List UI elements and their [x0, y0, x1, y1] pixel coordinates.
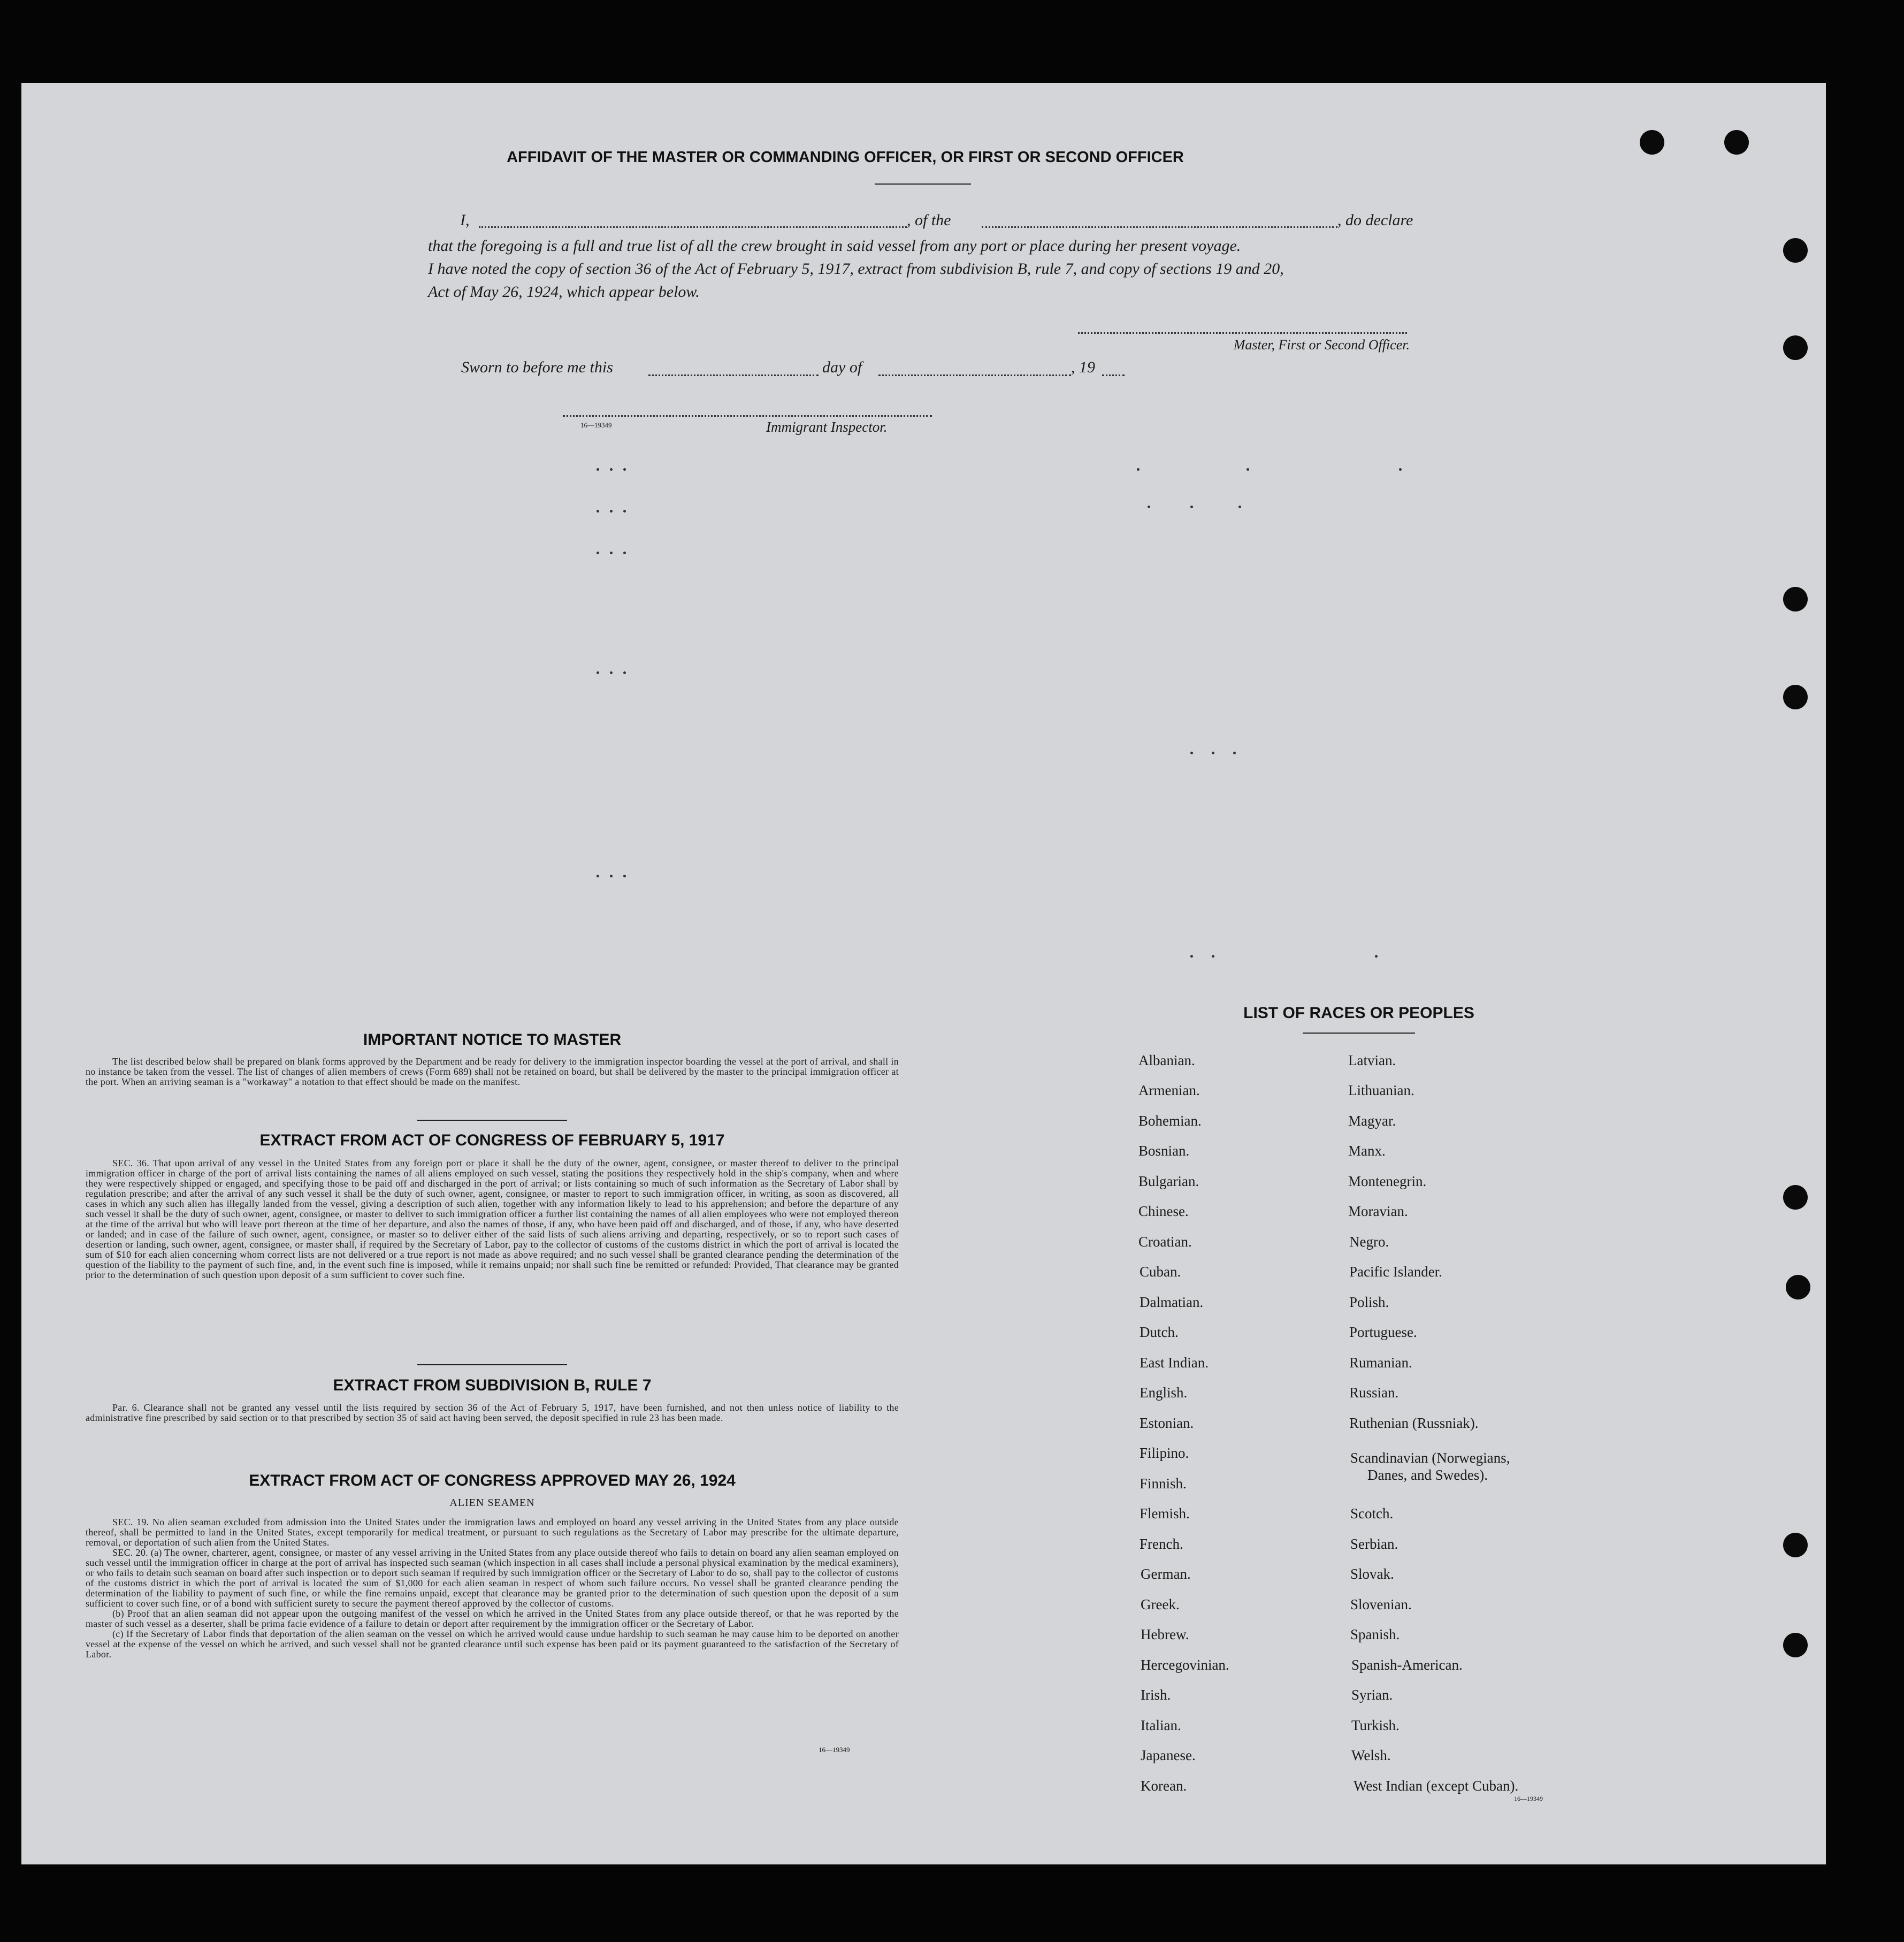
race-item: Welsh. — [1351, 1747, 1391, 1763]
race-item: Scandinavian (Norwegians, — [1350, 1450, 1510, 1466]
extract-1924-body — [86, 1517, 899, 1660]
race-item: Hebrew. — [1141, 1626, 1189, 1642]
section-20c: (c) If the Secretary of Labor finds that deportation of the alien seaman on the vessel on which he arrived would cause undue hardship to such seaman he may cause him to be deported on another vessel at the expense of the vessel on which he arrived, and such vessel shall not be granted clearance until such expense has been paid or its payment guaranteed to the satisfaction of the Secretary of Labor. — [86, 1628, 899, 1660]
vessel-name-field[interactable] — [982, 226, 1337, 228]
day-of-label: day of — [822, 358, 862, 376]
notice-body: The list described below shall be prepared on blank forms approved by the Department and be ready for delivery to the immigration inspector boarding the vessel at the port of arrival, and shall in no instance be taken from the vessel. The list of changes of alien members of crews (Form 689) shall not be retained on board, but shall be delivered by the master to the principal immigration officer at the port. When an arriving seaman is a "workaway" a notation to that effect should be made on the manifest. — [86, 1056, 899, 1087]
race-item: West Indian (except Cuban). — [1354, 1778, 1519, 1794]
section-19: SEC. 19. No alien seaman excluded from admission into the United States under the immigration laws and employed on board any vessel arriving in the United States from any place outside thereof, shall be permitted to land in the United States, except temporarily for medical treatment, or pursuant to such regulations as the Secretary of Labor may prescribe for the ultimate departure, removal, or deportation of such alien from the United States. — [86, 1517, 899, 1548]
affidavit-body — [428, 234, 1477, 303]
race-item: Finnish. — [1140, 1475, 1187, 1492]
race-item: Italian. — [1141, 1717, 1181, 1733]
affidavit-title: AFFIDAVIT OF THE MASTER OR COMMANDING OFFICER, OR FIRST OR SECOND OFFICER — [507, 149, 1184, 166]
section-20a: SEC. 20. (a) The owner, charterer, agent, consignee, or master of any vessel arriving in the United States from any place outside thereof who fails to detain on board any alien seaman employed on such vessel until the immigration officer in charge at the port of arrival has inspected such seaman (which inspection in all cases shall include a personal physical examination by the medical examiners), or who fails to detain such seaman on board after such inspection or to deport such seaman if required by such immigration officer or the Secretary of Labor to do so, shall pay to the collector of customs of the customs district in which the port of arrival is located the sum of $1,000 for each alien seaman in respect of whom such failure occurs. No vessel shall be granted clearance pending the determination of the liability to payment of such fine, or while the fine remains unpaid, except that clearance may be granted prior to the determination of such question upon the deposit of a sum sufficient to cover such fine, or of a bond with sufficient surety to secure the payment thereof approved by the collector of customs. — [86, 1547, 899, 1609]
race-item: Scotch. — [1350, 1505, 1394, 1522]
declarant-label: I, — [460, 211, 470, 229]
section-rule — [417, 1364, 567, 1365]
race-item: East Indian. — [1140, 1355, 1209, 1371]
race-item: Syrian. — [1351, 1687, 1393, 1703]
speck — [1137, 468, 1140, 471]
race-item: Lithuanian. — [1348, 1082, 1414, 1098]
speck — [1375, 955, 1378, 958]
race-item: Hercegovinian. — [1141, 1657, 1229, 1673]
race-item: Bohemian. — [1138, 1113, 1202, 1129]
speck — [1247, 468, 1249, 471]
race-item: Moravian. — [1348, 1203, 1408, 1219]
speck — [1190, 506, 1193, 508]
race-item-continuation: Danes, and Swedes). — [1367, 1467, 1488, 1483]
speck — [597, 468, 599, 471]
extract-1917-body: SEC. 36. That upon arrival of any vessel in the United States from any foreign port or place it shall be the duty of the owner, agent, consignee, or master thereof to deliver to the principal immigration officer in charge of the port of arrival lists containing the names of all aliens employed on such vessel, stating the positions they respectively hold in the ship's company, when and where they were respectively shipped or engaged, and specifying those to be paid off and discharged in the port of arrival; or lists containing so much of such information as the Secretary of Labor shall by regulation prescribe; and after the arrival of any such vessel it shall be the duty of such owner, agent, consignee, or master to report to such immigration officer, in writing, as soon as discovered, all cases in which any such alien has illegally landed from the vessel, giving a description of such alien, together with any information likely to lead to his apprehension; and before the departure of any such vessel it shall be the duty of such owner, agent, consignee, or master to deliver to such immigration officer a further list containing the names of all alien employees who were not employed thereon at the time of the arrival but who will leave port thereon at the time of her departure, and also the names of those, if any, who have been paid off and discharged, and of those, if any, who have deserted or landed; and in case of the failure of such owner, agent, consignee, or master so to deliver either of the said lists of such aliens arriving and departing, respectively, or so to report such cases of desertion or landing, such owner, agent, consignee, or master shall, if required by the Secretary of Labor, pay to the collector of customs of the customs district in which the port of arrival is located the sum of $10 for each alien concerning whom correct lists are not delivered or a true report is not made as above required; and no such vessel shall be granted clearance pending the determination of the question of the liability to the payment of such fine, and, in the event such fine is imposed, while it remains unpaid; nor shall such fine be remitted or refunded: Provided, That clearance may be granted prior to the determination of such question upon deposit of a sum sufficient to cover such fine. — [86, 1158, 899, 1280]
speck — [623, 510, 626, 513]
speck — [610, 671, 613, 674]
alien-seamen-subtitle: ALIEN SEAMEN — [449, 1497, 535, 1509]
declarant-name-field[interactable] — [479, 226, 907, 228]
speck — [597, 671, 599, 674]
race-item: Russian. — [1349, 1385, 1399, 1401]
punch-hole — [1783, 238, 1808, 263]
race-item: Rumanian. — [1349, 1355, 1412, 1371]
race-item: Dalmatian. — [1140, 1294, 1204, 1310]
race-item: Japanese. — [1141, 1747, 1196, 1763]
race-item: Pacific Islander. — [1349, 1264, 1442, 1280]
race-item: French. — [1140, 1536, 1183, 1552]
title-rule — [875, 184, 971, 185]
race-item: Spanish-American. — [1351, 1657, 1463, 1673]
punch-hole — [1724, 130, 1749, 155]
race-item: Slovenian. — [1350, 1596, 1412, 1612]
punch-hole — [1783, 1185, 1808, 1210]
sworn-date-field[interactable] — [648, 374, 819, 376]
speck — [597, 552, 599, 554]
punch-hole — [1783, 587, 1808, 611]
section-20b: (b) Proof that an alien seaman did not appear upon the outgoing manifest of the vessel on which he arrived in the United States from any place outside thereof, or that he was reported by the master of such vessel as a deserter, shall be prima facie evidence of a failure to detain or deport after requirement by the immigration officer or the Secretary of Labor. — [86, 1608, 899, 1629]
race-item: Ruthenian (Russniak). — [1349, 1415, 1479, 1431]
speck — [623, 552, 626, 554]
race-item: Cuban. — [1140, 1264, 1181, 1280]
race-item: Irish. — [1141, 1687, 1171, 1703]
speck — [1212, 955, 1214, 958]
race-item: Manx. — [1348, 1143, 1386, 1159]
race-item: Estonian. — [1140, 1415, 1194, 1431]
speck — [623, 671, 626, 674]
race-item: Magyar. — [1348, 1113, 1396, 1129]
form-page — [21, 83, 1826, 1864]
speck — [1233, 752, 1236, 754]
signature-label: Master, First or Second Officer. — [1233, 337, 1410, 353]
extract-1917-title: EXTRACT FROM ACT OF CONGRESS OF FEBRUARY 5, 1917 — [259, 1131, 725, 1149]
speck — [1212, 752, 1214, 754]
signature-field[interactable] — [1078, 332, 1407, 334]
race-item: Spanish. — [1350, 1626, 1400, 1642]
race-item: Albanian. — [1138, 1052, 1195, 1068]
year-label: , 19 — [1071, 358, 1095, 376]
section-rule — [417, 1120, 567, 1121]
punch-hole — [1786, 1275, 1810, 1299]
speck — [610, 875, 613, 877]
race-item: Chinese. — [1138, 1203, 1189, 1219]
race-item: German. — [1141, 1566, 1191, 1582]
speck — [597, 510, 599, 513]
vessel-label: , of the — [907, 211, 951, 229]
race-item: Bosnian. — [1138, 1143, 1190, 1159]
race-item: Croatian. — [1138, 1234, 1192, 1250]
races-rule — [1303, 1033, 1415, 1034]
race-item: Montenegrin. — [1348, 1173, 1427, 1189]
races-form-number: 16—19349 — [1514, 1795, 1543, 1802]
speck — [610, 552, 613, 554]
speck — [610, 510, 613, 513]
race-item: Negro. — [1349, 1234, 1389, 1250]
declare-label: , do declare — [1337, 211, 1413, 229]
rule-7-body: Par. 6. Clearance shall not be granted any vessel until the lists required by section 36 of the Act of February 5, 1917, have been furnished, and not then unless notice of liability to the administrative fine prescribed by said section or to that prescribed by section 35 of said act having been served, the deposit specified in rule 23 has been made. — [86, 1402, 899, 1423]
speck — [597, 875, 599, 877]
punch-hole — [1783, 685, 1808, 709]
speck — [610, 468, 613, 471]
race-item: Serbian. — [1350, 1536, 1398, 1552]
inspector-signature-field[interactable] — [563, 415, 932, 417]
extract-form-number: 16—19349 — [819, 1746, 850, 1754]
race-item: Flemish. — [1140, 1505, 1190, 1522]
race-item: Latvian. — [1348, 1052, 1396, 1068]
affidavit-line-3: I have noted the copy of section 36 of the Act of February 5, 1917, extract from subdivision B, rule 7, and copy of sections 19 and 20, — [428, 260, 1284, 278]
punch-hole — [1783, 1633, 1808, 1657]
sworn-label: Sworn to before me this — [461, 358, 613, 376]
race-item: Polish. — [1349, 1294, 1389, 1310]
speck — [623, 468, 626, 471]
race-item: Filipino. — [1140, 1445, 1189, 1461]
sworn-line — [461, 358, 1210, 380]
speck — [623, 875, 626, 877]
form-number: 16—19349 — [580, 421, 612, 429]
rule-7-title: EXTRACT FROM SUBDIVISION B, RULE 7 — [333, 1377, 652, 1394]
race-item: Greek. — [1141, 1596, 1180, 1612]
speck — [1399, 468, 1402, 471]
affidavit-line-4: Act of May 26, 1924, which appear below. — [428, 283, 700, 301]
notice-title: IMPORTANT NOTICE TO MASTER — [363, 1031, 622, 1049]
race-item: Bulgarian. — [1138, 1173, 1199, 1189]
race-item: Portuguese. — [1349, 1324, 1417, 1340]
punch-hole — [1783, 1533, 1808, 1557]
sworn-year-field[interactable] — [1102, 374, 1125, 376]
speck — [1190, 752, 1193, 754]
extract-1924-title: EXTRACT FROM ACT OF CONGRESS APPROVED MAY 26, 1924 — [249, 1472, 736, 1489]
speck — [1190, 955, 1193, 958]
race-item: Armenian. — [1138, 1082, 1200, 1098]
speck — [1238, 506, 1241, 508]
race-item: English. — [1140, 1385, 1188, 1401]
affidavit-line-1 — [460, 211, 1450, 233]
affidavit-line-2: that the foregoing is a full and true list of all the crew brought in said vessel from any port or place during her present voyage. — [428, 237, 1241, 255]
races-title: LIST OF RACES OR PEOPLES — [1243, 1004, 1474, 1022]
sworn-month-field[interactable] — [878, 374, 1071, 376]
inspector-label: Immigrant Inspector. — [766, 419, 888, 435]
race-item: Turkish. — [1351, 1717, 1400, 1733]
punch-hole — [1783, 335, 1808, 360]
race-item: Slovak. — [1350, 1566, 1394, 1582]
speck — [1148, 506, 1150, 508]
punch-hole — [1640, 130, 1664, 155]
race-item: Korean. — [1141, 1778, 1187, 1794]
race-item: Dutch. — [1140, 1324, 1179, 1340]
